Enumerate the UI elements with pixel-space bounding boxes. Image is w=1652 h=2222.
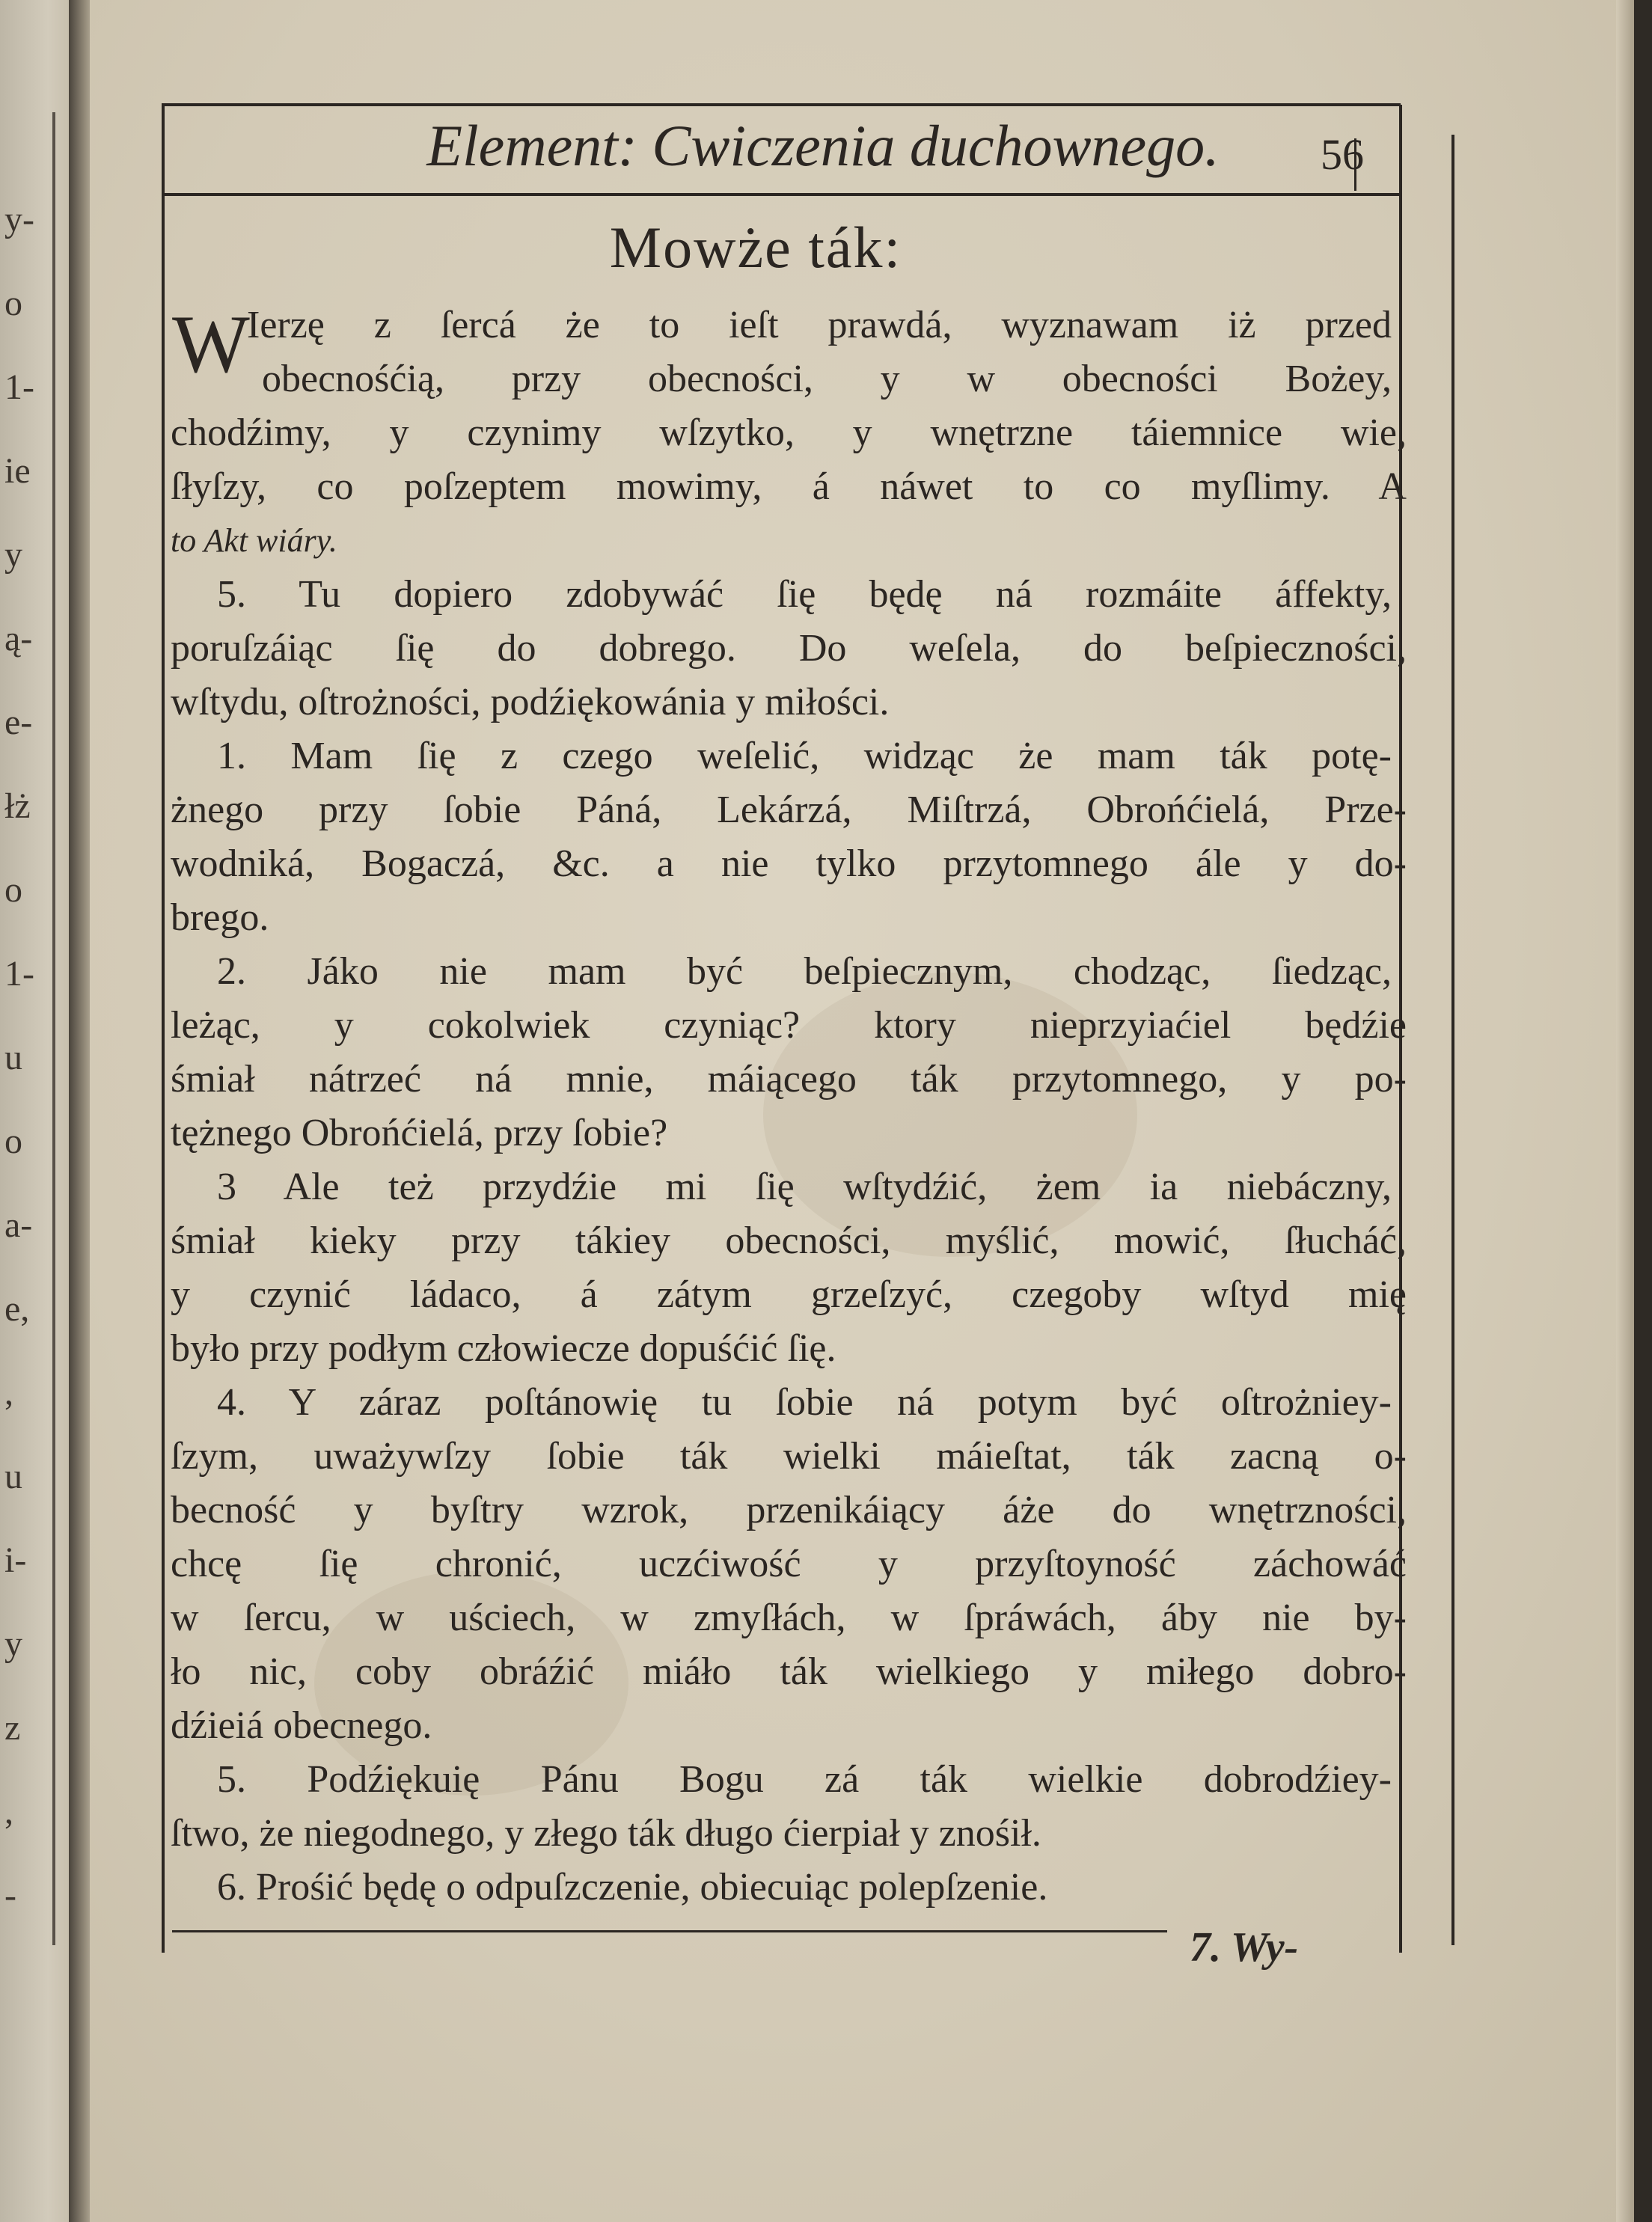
text-line: y czynić ládaco, á zátym grzeſzyć, czegoby wſtyd mię <box>171 1273 1407 1316</box>
text-line: 5. Tu dopiero zdobywáć ſię będę ná rozmáite áffekty, <box>217 573 1392 616</box>
facing-page-text-fragment: u <box>4 1038 22 1077</box>
facing-page-fragment <box>0 0 69 2222</box>
text-line: obecnośćią, przy obecności, y w obecności Bożey, <box>262 358 1392 400</box>
text-line: 3 Ale też przydźie mi ſię wſtydźić, żem ia niebáczny, <box>217 1166 1392 1208</box>
text-line: 4. Y záraz poſtánowię tu ſobie ná potym być oſtrożniey- <box>217 1381 1392 1424</box>
facing-page-text-fragment: i- <box>4 1540 27 1580</box>
facing-page-text-fragment: 1- <box>4 954 34 994</box>
text-line: 5. Podźiękuię Pánu Bogu zá ták wielkie dobrodźiey- <box>217 1758 1392 1801</box>
text-line: 6. Prośić będę o odpuſzczenie, obiecuiąc polepſzenie. <box>217 1866 1048 1909</box>
text-line: ſłyſzy, co poſzeptem mowimy, á náwet to co myſlimy. A <box>171 465 1407 508</box>
text-line: chcę ſię chronić, uczćiwość y przyſtoyność záchowáć <box>171 1543 1407 1585</box>
text-line: Ierzę z ſercá że to ieſt prawdá, wyznawam iż przed <box>247 304 1392 346</box>
text-line: ſtwo, że niegodnego, y złego ták długo ćierpiał y znośił. <box>171 1812 1041 1855</box>
facing-page-text-fragment: o <box>4 284 22 323</box>
text-line: śmiał nátrzeć ná mnie, máiącego ták przytomnego, y po- <box>171 1058 1407 1101</box>
text-line: żnego przy ſobie Páná, Lekárzá, Miſtrzá, Obrońćielá, Prze- <box>171 789 1407 831</box>
text-line: leżąc, y cokolwiek czyniąc? ktory nieprzyiaćiel będźie <box>171 1004 1407 1047</box>
running-head: Element: Cwiczenia duchownego. <box>426 113 1220 178</box>
page-edge <box>1616 0 1634 2222</box>
facing-page-text-fragment: ie <box>4 451 31 491</box>
facing-page-text-fragment: - <box>4 1876 16 1915</box>
facing-page-text-fragment: łż <box>4 786 31 826</box>
facing-page-text-fragment: 1- <box>4 367 34 407</box>
header-rule <box>162 193 1401 196</box>
facing-page-text-fragment: y <box>4 1624 22 1664</box>
book-page <box>90 0 1634 2222</box>
catchword: 7. Wy- <box>1190 1924 1299 1971</box>
facing-page-text-fragment: e- <box>4 703 33 742</box>
frame-left-rule <box>162 105 165 1953</box>
text-line: ło nic, coby obráźić miáło ták wielkiego y miłego dobro- <box>171 1650 1407 1693</box>
text-line: to Akt wiáry. <box>171 522 337 559</box>
facing-page-text-fragment: u <box>4 1457 22 1496</box>
text-line: w ſercu, w uściech, w zmyſłách, w ſpráwách, áby nie by- <box>171 1597 1407 1639</box>
text-line: 2. Jáko nie mam być beſpiecznym, chodząc, ſiedząc, <box>217 950 1392 993</box>
page-number: 56 <box>1321 130 1364 179</box>
text-line: dźieiá obecnego. <box>171 1704 432 1747</box>
facing-page-text-fragment: o <box>4 870 22 910</box>
text-line: wodniká, Bogaczá, &c. a nie tylko przytomnego ále y do- <box>171 842 1407 885</box>
text-line: 1. Mam ſię z czego weſelić, widząc że mam ták potę- <box>217 735 1392 777</box>
text-line: tężnego Obrońćielá, przy ſobie? <box>171 1112 668 1154</box>
section-title: Mowże ták: <box>609 215 902 280</box>
text-line: chodźimy, y czynimy wſzytko, y wnętrzne táiemnice wie, <box>171 411 1407 454</box>
text-line: becność y byſtry wzrok, przenikáiący áże do wnętrzności, <box>171 1489 1407 1531</box>
text-line: poruſzáiąc ſię do dobrego. Do weſela, do beſpieczności, <box>171 627 1407 670</box>
facing-page-text-fragment: y- <box>4 200 34 239</box>
outer-margin-rule <box>1451 135 1454 1945</box>
facing-page-text-fragment: a- <box>4 1205 33 1245</box>
facing-page-text-fragment: , <box>4 1373 13 1413</box>
facing-page-text-fragment: ą- <box>4 619 33 658</box>
text-line: ſzym, uważywſzy ſobie ták wielki máieſtat, ták zacną o- <box>171 1435 1407 1478</box>
text-line: było przy podłym człowiecze dopuśćić ſię. <box>171 1327 836 1370</box>
bottom-rule <box>172 1930 1167 1932</box>
facing-page-rule <box>52 112 55 1945</box>
facing-page-text-fragment: y <box>4 535 22 575</box>
facing-page-text-fragment: e, <box>4 1289 30 1329</box>
text-line: śmiał kieky przy tákiey obecności, myślić, mowić, ſłucháć, <box>171 1219 1407 1262</box>
facing-page-text-fragment: , <box>4 1792 13 1831</box>
text-line: brego. <box>171 896 269 939</box>
drop-initial: W <box>172 299 250 390</box>
text-line: wſtydu, oſtrożności, podźiękowánia y miłości. <box>171 681 890 723</box>
facing-page-text-fragment: z <box>4 1708 21 1748</box>
facing-page-text-fragment: o <box>4 1121 22 1161</box>
